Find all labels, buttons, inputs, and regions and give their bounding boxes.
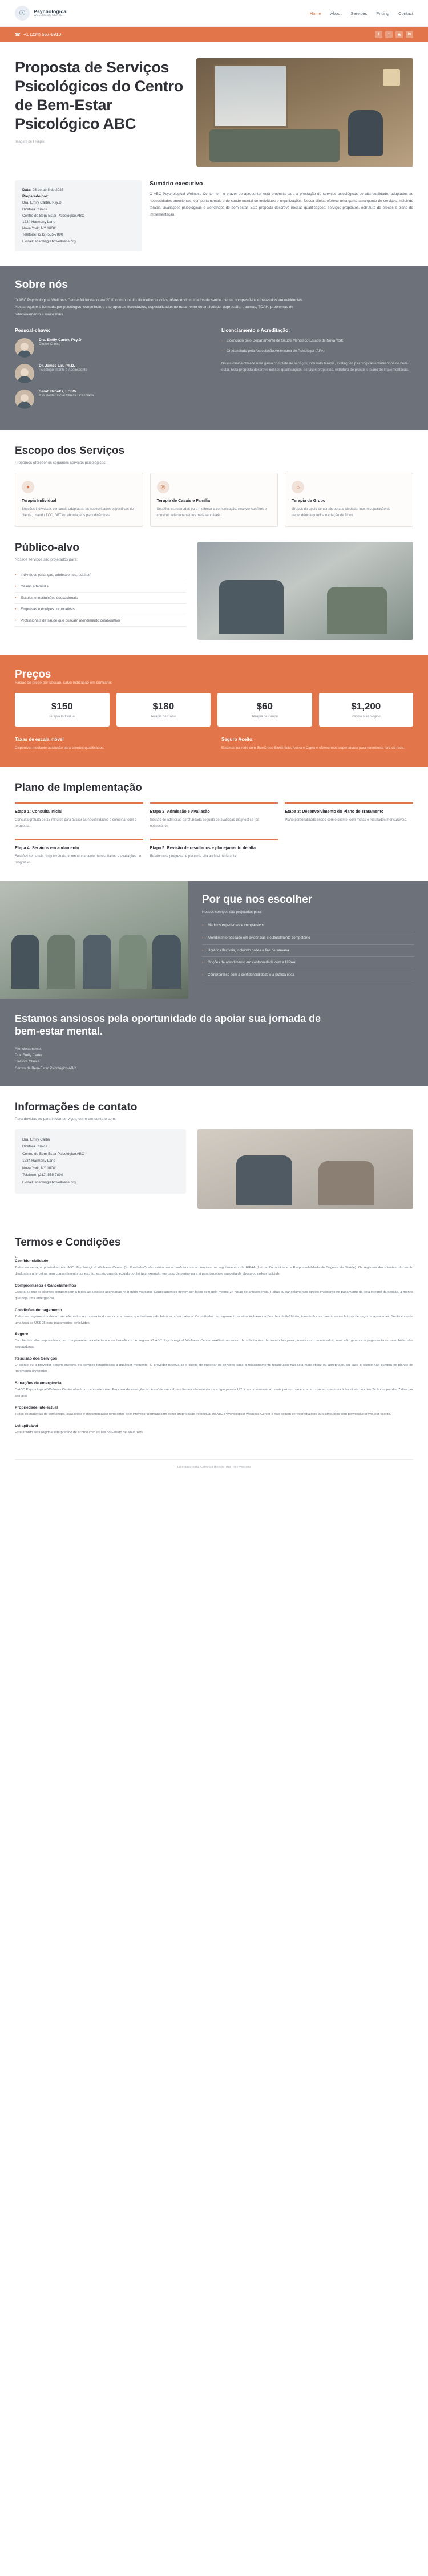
- figure-shape: [236, 1155, 292, 1205]
- avatar: [15, 338, 34, 358]
- couple-icon: ◎: [157, 481, 169, 493]
- terms-heading: Lei aplicável: [15, 1423, 38, 1428]
- terms-item: [15, 1424, 413, 1436]
- price-label: Terapia Individual: [49, 715, 76, 719]
- terms-item: [15, 1406, 413, 1418]
- sofa-shape: [209, 129, 340, 162]
- terms-text: Todos os serviços prestados pelo ABC Psychological Wellness Center ("o Prestador") são estritamente confidenciais e cumprem as regulamentos da HIPAA (Lei de Portabilidade e Responsabilidade de Seguros de Saúde). Os registros dos clientes não serão divulgados a terceiros sem consentimento por escrito, exceto quando exigido por lei (por exemplo, em caso de perigo para si para terceiros, suspeita de abuso ou ordem judicial).: [15, 1265, 413, 1276]
- brand-subtitle: WELLNESS CENTER: [34, 13, 65, 17]
- about-title: Sobre nós: [15, 278, 68, 291]
- terms-item: [15, 1284, 413, 1302]
- step-desc: Plano personalizado criado com o cliente, com metas e resultados mensuráveis.: [285, 818, 407, 822]
- implementation-step: [150, 802, 278, 830]
- phone-number: +1 (234) 567-8910: [23, 32, 62, 37]
- contact-title: Informações de contato: [15, 1101, 138, 1113]
- terms-text: O ABC Psychological Wellness Center não é um centro de crise. Em caso de emergência de saúde mental, os clientes são orientados a ligar para o 192, ir ao pronto-socorro mais próximo ou entrar em contato com uma linha direta de crise 24 horas por dia, 7 dias por semana.: [15, 1388, 413, 1398]
- date-label: Data:: [22, 188, 31, 192]
- terms-heading: Rescisão dos Serviços: [15, 1357, 58, 1361]
- brand-logo[interactable]: [15, 6, 68, 21]
- licensing-note: Nossa clínica oferece uma gama completa de serviços, incluindo terapia, avaliações psicológicas e workshops de bem-estar. Esta proposta descreve nossas qualificações, serviços propostos, estrutura de preços e plano de implementação.: [221, 361, 409, 372]
- terms-text: O cliente ou o provedor podem encerrar os serviços terapêuticos a qualquer momento. O provedor reserva-se o direito de encerrar os serviços caso o relacionamento terapêutico não seja mais eficaz ou apropriado, ou caso o cliente não cumpra os planos de tratamento acordados.: [15, 1364, 413, 1374]
- main-nav[interactable]: [310, 11, 413, 16]
- terms-title: Termos e Condições: [15, 1236, 121, 1248]
- terms-heading: Compromissos e Cancelamentos: [15, 1283, 76, 1288]
- step-name: Etapa 2: Admissão e Avaliação: [150, 809, 210, 814]
- prepared-line-1: Diretora Clínica: [22, 207, 48, 212]
- price-amount: $1,200: [351, 700, 381, 712]
- hero-image: [196, 58, 413, 167]
- instagram-icon[interactable]: ◉: [395, 31, 403, 38]
- nav-item-home[interactable]: Home: [309, 10, 321, 16]
- why-item: › Compromisso com a confidencialidade e a prática ética: [202, 969, 414, 982]
- staff-name: Dra. Emily Carter, Psy.D.: [39, 338, 83, 343]
- prepared-line-5: Telefone: (212) 555-7890: [22, 233, 63, 237]
- nav-item-about[interactable]: About: [330, 10, 342, 16]
- step-desc: Sessões semanais ou quinzenais, acompanhamento de resultados e avaliações de progresso.: [15, 855, 142, 865]
- licensing-column: [221, 327, 413, 415]
- services-subtitle: Propomos oferecer os seguintes serviços psicológicos:: [15, 461, 107, 465]
- closing-section: [0, 999, 428, 1086]
- phone-link[interactable]: [15, 32, 61, 37]
- summary-body: O ABC Psychological Wellness Center tem o prazer de apresentar esta proposta para a prestação de serviços psicológicos de alta qualidade, adaptados às necessidades emocionais, comportamentais e de saúde mental de indivíduos e organizações. Nossa clínica oferece uma gama abrangente de serviços, incluindo terapia, avaliações psicológicas e workshops de bem-estar. Esta proposta descreve nossas qualificações, serviços propostos, estrutura de preços e plano de implementação.: [150, 192, 413, 217]
- licensing-item: › Licenciado pelo Departamento de Saúde Mental do Estado de Nova York: [221, 338, 413, 344]
- phone-icon: ☎: [15, 32, 21, 37]
- why-image: [0, 881, 188, 999]
- terms-item: [15, 1256, 413, 1277]
- brain-icon: ☉: [15, 6, 30, 21]
- terms-heading: Confidencialidade: [15, 1259, 49, 1263]
- step-desc: Sessão de admissão aprofundada seguida de avaliação diagnóstica (se necessário).: [150, 818, 259, 829]
- price-label: Pacote Psicológico: [351, 715, 381, 719]
- terms-item: [15, 1357, 413, 1375]
- staff-member: [15, 390, 207, 409]
- contact-section: [0, 1086, 428, 1224]
- terms-item: [15, 1381, 413, 1399]
- implementation-step: [285, 802, 413, 830]
- signature-line: Centro de Bem-Estar Psicológico ABC: [15, 1066, 76, 1070]
- pricing-title: Preços: [15, 668, 51, 680]
- summary-title: Sumário executivo: [150, 180, 203, 187]
- prepared-line-2: Centro de Bem-Estar Psicológico ABC: [22, 213, 84, 218]
- nav-item-contact[interactable]: Contact: [398, 10, 413, 16]
- pricing-note: [15, 737, 207, 751]
- terms-item: [15, 1308, 413, 1326]
- person-icon: ●: [22, 481, 34, 493]
- why-item: › Horários flexíveis, incluindo noites e fins de semana: [202, 945, 414, 958]
- figure-shape: [219, 580, 284, 634]
- why-item: › Opções de atendimento em conformidade com a HIPAA: [202, 957, 414, 969]
- price-card: [15, 693, 110, 727]
- staff-name: Dr. James Lin, Ph.D.: [39, 364, 75, 368]
- staff-name: Sarah Brooks, LCSW: [39, 390, 76, 394]
- service-name: Terapia de Grupo: [292, 498, 326, 504]
- terms-number: 1.: [15, 1255, 18, 1259]
- why-title: Por que nos escolher: [202, 893, 313, 906]
- why-item: › Atendimento baseado em evidências e culturalmente competente: [202, 932, 414, 945]
- why-item: › Médicos experientes e compassivos: [202, 920, 414, 932]
- terms-text: Espera-se que os clientes compareçam a todas as sessões agendadas no horário marcado. Cancelamentos devem ser feitos com pelo menos 24 horas de antecedência. Faltas ou cancelamentos tardios implicarão no pagamento da taxa integral da sessão, a menos que haja uma emergência.: [15, 1290, 413, 1300]
- implementation-title: Plano de Implementação: [15, 782, 142, 794]
- site-header: [0, 0, 428, 27]
- proposal-meta: [15, 180, 142, 251]
- service-desc: Grupos de apoio semanais para ansiedade, luto, recuperação de dependência química e criação de filhos.: [292, 508, 391, 518]
- terms-section: [0, 1224, 428, 1459]
- contact-card: [15, 1129, 186, 1194]
- staff-member: [15, 364, 207, 383]
- prepared-line-6: E-mail: ecarter@abcwellness.org: [22, 239, 76, 244]
- audience-item: • Empresas e equipes corporativas: [15, 604, 186, 615]
- contact-line: Telefone: (212) 555-7890: [22, 1173, 63, 1178]
- brand-name: Psychological: [34, 8, 68, 14]
- linkedin-icon[interactable]: in: [406, 31, 413, 38]
- prepared-label: Preparado por:: [22, 194, 49, 199]
- figure-shape: [83, 935, 111, 989]
- step-name: Etapa 4: Serviços em andamento: [15, 845, 79, 851]
- price-card: [116, 693, 211, 727]
- audience-image: [197, 542, 413, 640]
- staff-role: Psicólogo Infantil e Adolescente: [39, 368, 87, 372]
- nav-item-services[interactable]: Services: [350, 10, 368, 16]
- contact-bar: [0, 27, 428, 42]
- group-icon: ☼: [292, 481, 304, 493]
- service-desc: Sessões individuais semanais adaptadas às necessidades específicas do cliente, usando TCC, DBT ou abordagens psicodinâmicas.: [22, 508, 134, 518]
- services-title: Escopo dos Serviços: [15, 445, 125, 457]
- price-label: Terapia de Casal: [150, 715, 176, 719]
- staff-heading: Pessoal-chave:: [15, 327, 50, 334]
- terms-text: Todos os pagamentos devem ser efetuados no momento do serviço, a menos que tenham sido feitos acordos prévios. Os métodos de pagamento aceitos incluem cartões de crédito/débito, transferências bancárias ou faturas de seguros aprovadas. Serão cobrada uma taxa de US$ 25 para pagamentos devolvidos.: [15, 1315, 413, 1325]
- pricing-subtitle: Faixas de preço por sessão, salvo indicação em contrário:: [15, 680, 112, 685]
- meta-summary-row: [0, 172, 428, 266]
- contact-subtitle: Para dúvidas ou para iniciar serviços, entre em contato com:: [15, 1117, 116, 1121]
- hero-section: [0, 42, 428, 172]
- about-section: [0, 266, 428, 431]
- figure-shape: [327, 587, 387, 634]
- pricing-note-heading: Seguro Aceito:: [221, 736, 254, 742]
- figure-shape: [47, 935, 76, 989]
- pricing-note-text: Disponível mediante avaliação para clientes qualificados.: [15, 745, 104, 750]
- terms-heading: Propriedade Intelectual: [15, 1406, 58, 1410]
- social-links[interactable]: [375, 31, 413, 38]
- footer[interactable]: Liberdade total. Clone do modelo The Free Website: [177, 1465, 251, 1469]
- staff-role: Diretor Clínico: [39, 343, 61, 347]
- contact-image: [197, 1129, 413, 1209]
- implementation-section: [0, 767, 428, 881]
- price-amount: $180: [152, 700, 175, 712]
- licensing-item: › Credenciado pela Associação Americana de Psicologia (APA): [221, 348, 413, 355]
- date-value: 25 de abril de 2025: [32, 188, 64, 192]
- price-card: [319, 693, 414, 727]
- step-desc: Consulta gratuita de 15 minutos para avaliar as necessidades e combinar com o terapeuta.: [15, 818, 137, 829]
- page-title: Proposta de Serviços Psicológicos do Centro de Bem-Estar Psicológico ABC: [15, 59, 183, 132]
- closing-headline: Estamos ansiosos pela oportunidade de apoiar sua jornada de bem-estar mental.: [15, 1012, 321, 1037]
- terms-heading: Seguro: [15, 1332, 29, 1337]
- figure-shape: [318, 1161, 374, 1205]
- step-name: Etapa 1: Consulta Inicial: [15, 809, 63, 814]
- audience-item: • Casais e famílias: [15, 581, 186, 593]
- service-name: Terapia de Casais e Família: [156, 498, 211, 504]
- pricing-note: [221, 737, 413, 751]
- price-label: Terapia de Grupo: [251, 715, 278, 719]
- twitter-icon[interactable]: t: [385, 31, 393, 38]
- terms-text: Todos os materiais de workshops, avaliações e documentação fornecidos pelo Provedor permanecem como propriedade intelectual do ABC Psychological Wellness Center e não podem ser reproduzidos ou distribuídos sem permissão prévia por escrito.: [15, 1413, 391, 1416]
- figure-shape: [152, 935, 181, 989]
- prepared-line-0: Dra. Emily Carter, Psy.D.: [22, 201, 63, 205]
- window-shape: [213, 64, 287, 127]
- staff-column: [15, 327, 207, 415]
- pricing-note-heading: Taxas de escala móvel: [15, 736, 64, 742]
- contact-line: Dra. Emily Carter: [22, 1137, 51, 1142]
- service-card: [285, 473, 413, 527]
- service-card: [150, 473, 278, 527]
- step-name: Etapa 5: Revisão de resultados e planejamento de alta: [150, 845, 256, 851]
- contact-line: Centro de Bem-Estar Psicológico ABC: [22, 1151, 84, 1156]
- figure-shape: [119, 935, 147, 989]
- contact-email[interactable]: E-mail: ecarter@abcwellness.org: [22, 1180, 76, 1184]
- prepared-line-4: Nova York, NY 10001: [22, 226, 57, 231]
- facebook-icon[interactable]: f: [375, 31, 382, 38]
- price-amount: $150: [51, 700, 73, 712]
- implementation-step: [150, 839, 278, 866]
- services-section: [0, 430, 428, 542]
- person-shape: [348, 110, 383, 156]
- service-desc: Sessões estruturadas para melhorar a comunicação, resolver conflitos e construir relacionamentos mais saudáveis.: [156, 508, 267, 518]
- signature-line: Dra. Emily Carter: [15, 1053, 43, 1057]
- audience-section: [0, 542, 428, 655]
- terms-heading: Situações de emergência: [15, 1381, 62, 1386]
- price-amount: $60: [256, 700, 273, 712]
- audience-title: Público-alvo: [15, 541, 79, 554]
- terms-text: Os clientes são responsáveis por compreender a cobertura e os benefícios do seguro. O ABC Psychological Wellness Center auxiliará no envio de solicitações de reembolso para provedores credenciados, mas não garante o pagamento ou reembolso das seguradoras.: [15, 1339, 413, 1349]
- avatar: [15, 390, 34, 409]
- price-card: [217, 693, 312, 727]
- audience-subtitle: Nossos serviços são projetados para:: [15, 557, 78, 562]
- implementation-step-empty: [285, 839, 413, 866]
- image-credit: Imagem de Freepik: [15, 140, 45, 144]
- pricing-note-text: Estamos na rede com BlueCross BlueShield, Aetna e Cigna e oferecemos superfaturas para reembolso fora da rede.: [221, 745, 405, 750]
- signature-line: Diretora Clínica: [15, 1060, 40, 1064]
- service-card: [15, 473, 143, 527]
- contact-line: 1234 Harmony Lane: [22, 1159, 55, 1163]
- contact-line: Diretora Clínica: [22, 1145, 48, 1149]
- contact-line: Nova York, NY 10001: [22, 1166, 57, 1170]
- staff-role: Assistente Social Clínica Licenciada: [39, 394, 94, 398]
- step-desc: Relatório de progresso e plano de alta ao final de terapia.: [150, 855, 237, 859]
- nav-item-pricing[interactable]: Pricing: [376, 10, 390, 16]
- implementation-step: [15, 839, 143, 866]
- why-subtitle: Nossos serviços são projetados para:: [202, 910, 262, 915]
- terms-heading: Condições de pagamento: [15, 1308, 62, 1312]
- implementation-step: [15, 802, 143, 830]
- prepared-line-3: 1234 Harmony Lane: [22, 220, 55, 225]
- audience-item: • Profissionais de saúde que buscam atendimento colaborativo: [15, 615, 186, 627]
- executive-summary: [150, 180, 413, 251]
- why-choose-us-section: [0, 881, 428, 999]
- audience-item: • Escolas e instituições educacionais: [15, 593, 186, 604]
- terms-text: Este acordo será regido e interpretado de acordo com as leis do Estado de Nova York.: [15, 1430, 144, 1434]
- step-name: Etapa 3: Desenvolvimento do Plano de Tratamento: [285, 809, 384, 814]
- audience-item: • Indivíduos (crianças, adolescentes, adultos): [15, 570, 186, 581]
- lamp-shape: [383, 69, 400, 86]
- about-body: O ABC Psychological Wellness Center foi fundado em 2010 com o intuito de melhorar vidas, oferecendo cuidados de saúde mental compassivos e baseados em evidências. Nossa equipe é formada por psicólogos, conselheiros e terapeutas licenciados, especializados no tratamento de ansiedade, depressão, traumas, TDAH, problemas de relacionamento e muito mais.: [15, 298, 303, 317]
- terms-item: [15, 1332, 413, 1350]
- pricing-section: [0, 655, 428, 767]
- service-name: Terapia Individual: [22, 498, 56, 504]
- licensing-heading: Licenciamento e Acreditação:: [221, 327, 290, 334]
- staff-member: [15, 338, 207, 358]
- signature-line: Atenciosamente,: [15, 1046, 42, 1051]
- figure-shape: [11, 935, 40, 989]
- avatar: [15, 364, 34, 383]
